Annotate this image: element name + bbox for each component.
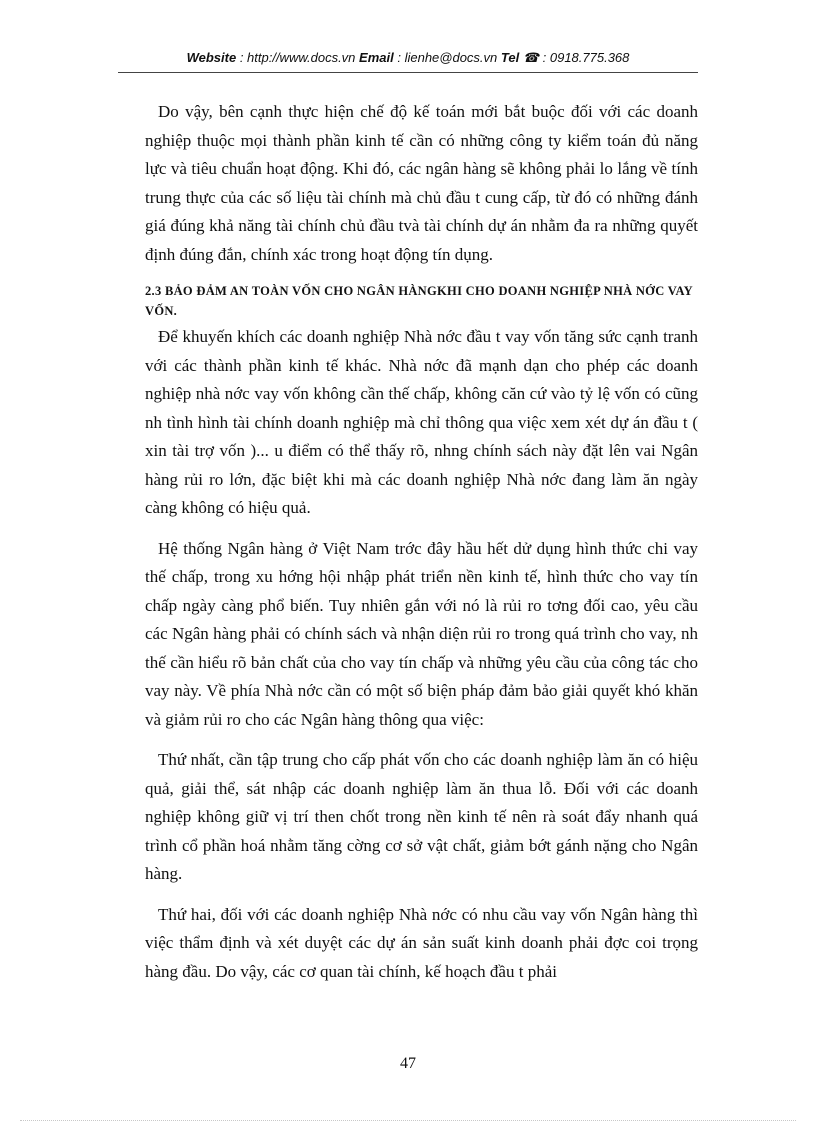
email-address: : lienhe@docs.vn <box>397 50 498 65</box>
tel-number: ☎ : 0918.775.368 <box>522 50 630 65</box>
tel-label: Tel <box>500 50 520 65</box>
paragraph-2: Để khuyến khích các doanh nghiệp Nhà nớc đầu t vay vốn tăng sức cạnh tranh với các thành phần kinh tế khác. Nhà nớc đã mạnh dạn cho phép các doanh nghiệp nhà nớc vay vốn không cần thế chấp, không căn cứ vào tỷ lệ vốn có cũng nh tình hình tài chính doanh nghiệp mà chỉ thông qua việc xem xét dự án đầu t ( xin tài trợ vốn )... u điểm có thể thấy rõ, nhng chính sách này đặt lên vai Ngân hàng rủi ro lớn, đặc biệt khi mà các doanh nghiệp Nhà nớc đang làm ăn ngày càng không có hiệu quả. <box>145 327 698 517</box>
email-label: Email <box>359 50 394 65</box>
paragraph-4: Thứ nhất, cần tập trung cho cấp phát vốn cho các doanh nghiệp làm ăn có hiệu quả, giải thể, sát nhập các doanh nghiệp làm ăn thua lỗ. Đối với các doanh nghiệp không giữ vị trí then chốt trong nền kinh tế nên rà soát đẩy nhanh quá trình cổ phần hoá nhằm tăng cờng cơ sở vật chất, giảm bớt gánh nặng cho Ngân hàng. <box>145 750 698 883</box>
paragraph-5: Thứ hai, đối với các doanh nghiệp Nhà nớc có nhu cầu vay vốn Ngân hàng thì việc thẩm định và xét duyệt các dự án sản suất kinh doanh phải đợc coi trọng hàng đầu. Do vậy, các cơ quan tài chính, kế hoạch đầu t phải <box>145 904 698 981</box>
paragraph-3: Hệ thống Ngân hàng ở Việt Nam trớc đây hầu hết dử dụng hình thức chi vay thế chấp, trong xu hớng hội nhập phát triển nền kinh tế, hình thức cho vay tín chấp ngày càng phổ biến. Tuy nhiên gắn với nó là rủi ro tơng đối cao, yêu cầu các Ngân hàng phải có chính sách và nhận diện rủi ro trong quá trình cho vay, nh thế cần hiểu rõ bản chất của cho vay tín chấp và những yêu cầu của công tác cho vay này. Về phía Nhà nớc cần có một số biện pháp đảm bảo giải quyết khó khăn và giảm rủi ro cho các Ngân hàng thông qua việc: <box>145 538 698 729</box>
document-body <box>145 98 698 998</box>
page-bottom-border <box>20 1120 796 1121</box>
paragraph-1: Do vậy, bên cạnh thực hiện chế độ kế toán mới bắt buộc đối với các doanh nghiệp thuộc mọi thành phần kinh tế cần có những công ty kiểm toán đủ năng lực và tiêu chuẩn hoạt động. Khi đó, các ngân hàng sẽ không phải lo lắng về tính trung thực của các số liệu tài chính mà chủ đầu t cung cấp, từ đó có những đánh giá đúng khả năng tài chính chủ đầu tvà tài chính dự án nhằm đa ra những quyết định đúng đắn, chính xác trong hoạt động tín dụng. <box>145 102 698 264</box>
page-number: 47 <box>400 1055 416 1072</box>
page-header <box>118 50 698 66</box>
header-rule <box>118 72 698 73</box>
section-heading: 2.3 BẢO ĐẢM AN TOÀN VỐN CHO NGÂN HÀNGKHI CHO DOANH NGHIỆP NHÀ NỚC VAY VỐN. <box>145 284 693 318</box>
website-url: : http://www.docs.vn <box>239 50 356 65</box>
website-label: Website <box>186 50 237 65</box>
